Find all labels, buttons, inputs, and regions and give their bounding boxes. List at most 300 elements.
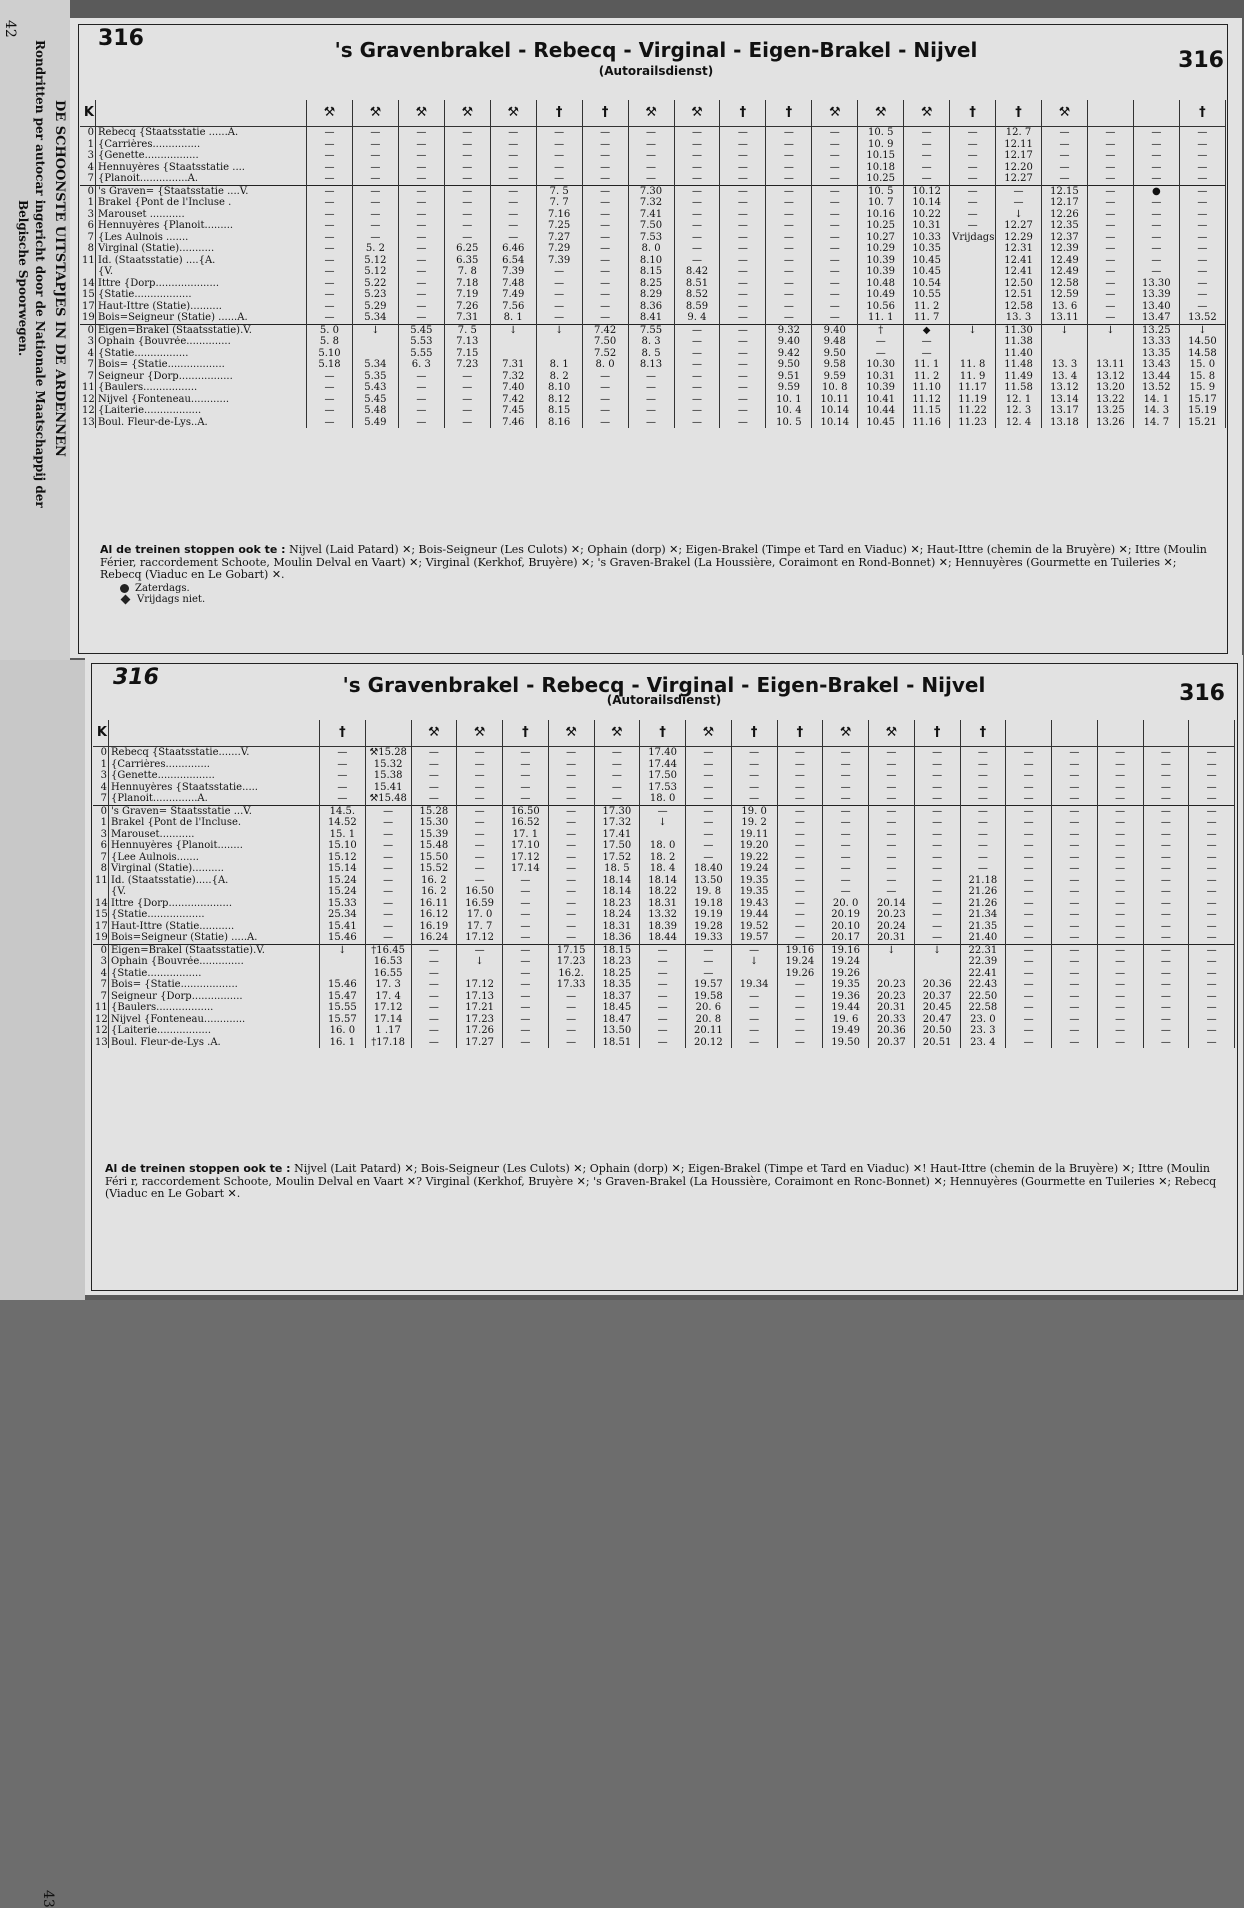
time-cell: — [686,805,732,817]
km-cell: 7 [93,991,109,1003]
km-cell: 0 [93,944,109,956]
time-cell: 13.17 [1042,405,1088,417]
km-cell: 3 [80,150,96,162]
time-cell: 7.46 [490,417,536,429]
time-cell: 10.31 [858,371,904,383]
time-cell: — [1052,991,1098,1003]
time-cell: 5.34 [352,312,398,324]
time-cell: 20.36 [914,979,960,991]
time-cell: — [398,417,444,429]
time-cell: — [674,197,720,209]
station-cell: 's Graven= {Staatsstatie ....V. [96,185,307,197]
time-cell: — [1143,886,1189,898]
time-cell: — [457,782,503,794]
time-cell: 8.42 [674,266,720,278]
time-cell: — [628,127,674,139]
time-cell: 10.54 [904,278,950,290]
time-cell: 17.52 [594,852,640,864]
table-row [93,932,1235,944]
time-cell: 10.14 [904,197,950,209]
station-cell: Seigneur {Dorp................ [109,991,320,1003]
time-cell: — [1006,944,1052,956]
time-cell: — [914,886,960,898]
notes-lead: Al de treinen stoppen ook te : [100,543,286,556]
time-cell: 5.12 [352,266,398,278]
time-cell: — [503,782,549,794]
time-cell: 9.50 [766,359,812,371]
service-type-icon: ⚒ [869,720,915,747]
time-cell: — [457,944,503,956]
time-cell: ◆ [904,324,950,336]
time-cell: 22.50 [960,991,1006,1003]
time-cell: — [812,139,858,151]
time-cell: — [869,817,915,829]
time-cell: — [307,255,353,267]
time-cell: — [1179,162,1225,174]
km-cell: 3 [93,829,109,841]
time-cell: — [548,875,594,887]
time-cell: — [548,921,594,933]
time-cell: 7. 5 [444,324,490,336]
time-cell: — [720,197,766,209]
time-cell: 16.53 [365,956,411,968]
time-cell: — [1052,956,1098,968]
time-cell: — [411,747,457,759]
time-cell: — [365,817,411,829]
time-cell: — [548,829,594,841]
station-header [109,720,320,747]
time-cell [457,968,503,980]
time-cell: — [1052,1025,1098,1037]
time-cell: — [869,793,915,805]
time-cell: 19.52 [731,921,777,933]
time-cell: — [444,209,490,221]
time-cell: — [503,968,549,980]
time-cell: — [307,266,353,278]
time-cell: — [823,840,869,852]
time-cell: 17. 0 [457,909,503,921]
time-cell: — [720,150,766,162]
time-cell: 21.18 [960,875,1006,887]
time-cell: 7.42 [582,324,628,336]
table-row [93,852,1235,864]
station-cell: Hennuyères {Planoit........ [109,840,320,852]
time-cell: ↓ [914,944,960,956]
time-cell: — [777,805,823,817]
time-cell: — [812,197,858,209]
time-cell: — [720,301,766,313]
time-cell: 7.13 [444,336,490,348]
time-cell: — [869,805,915,817]
time-cell: 16.55 [365,968,411,980]
time-cell: — [444,417,490,429]
time-cell: — [766,173,812,185]
service-type-icon: † [731,720,777,747]
time-cell: 19.11 [731,829,777,841]
table-row [93,979,1235,991]
time-cell: — [548,747,594,759]
time-cell: — [1143,921,1189,933]
time-cell: 19.50 [823,1037,869,1049]
time-cell: — [1189,932,1235,944]
time-cell: 7.45 [490,405,536,417]
time-cell: — [823,805,869,817]
service-type-icon: ⚒ [398,100,444,127]
time-cell: — [352,209,398,221]
time-cell: — [628,382,674,394]
time-cell: 15.19 [1179,405,1225,417]
time-cell: 20.37 [869,1037,915,1049]
table-row [80,394,1226,406]
km-cell: 6 [93,840,109,852]
time-cell: 19.35 [731,886,777,898]
time-cell: 19.57 [686,979,732,991]
time-cell: 7.49 [490,289,536,301]
time-cell: — [823,863,869,875]
time-cell: — [582,173,628,185]
time-cell: 13.26 [1087,417,1133,429]
time-cell: — [398,139,444,151]
service-type-icon: † [503,720,549,747]
time-cell: 15.55 [320,1002,366,1014]
time-cell: 10.45 [858,417,904,429]
time-cell: 12. 7 [996,127,1042,139]
time-cell [1042,336,1088,348]
time-cell: — [766,312,812,324]
time-cell: 12.11 [996,139,1042,151]
time-cell: — [720,371,766,383]
time-cell: 16.59 [457,898,503,910]
time-cell: 14.58 [1179,348,1225,360]
time-cell: — [1052,852,1098,864]
time-cell: †16.45 [365,944,411,956]
service-type-icon: † [950,100,996,127]
time-cell: — [1006,1002,1052,1014]
time-cell: — [686,782,732,794]
service-type-icon: † [766,100,812,127]
service-type-icon: ⚒ [628,100,674,127]
time-cell: 12. 4 [996,417,1042,429]
time-cell: — [548,1002,594,1014]
time-cell: 7.26 [444,301,490,313]
time-cell: 19.20 [731,840,777,852]
time-cell: 11. 9 [950,371,996,383]
time-cell: 16.50 [503,805,549,817]
time-cell: 20.31 [869,932,915,944]
time-cell: 8. 0 [628,243,674,255]
table-row [80,220,1226,232]
time-cell: 18.37 [594,991,640,1003]
time-cell: 9.32 [766,324,812,336]
time-cell: — [1189,968,1235,980]
time-cell: 10.45 [904,255,950,267]
service-type-icon: ⚒ [457,720,503,747]
time-cell: — [1087,289,1133,301]
time-cell: — [503,909,549,921]
time-cell: 15.48 [411,840,457,852]
time-cell: ↓ [950,324,996,336]
time-cell: 13.18 [1042,417,1088,429]
time-cell: — [457,840,503,852]
left-page-number: 42 [2,20,18,38]
time-cell: — [352,162,398,174]
station-cell: Marouset ........... [96,209,307,221]
time-cell: — [1143,747,1189,759]
time-cell: — [766,150,812,162]
time-cell: 13.32 [640,909,686,921]
time-cell: — [548,770,594,782]
time-cell: 10.49 [858,289,904,301]
station-cell: Bois=Seigneur (Statie) .....A. [109,932,320,944]
time-cell: 7.29 [536,243,582,255]
time-cell: — [1087,162,1133,174]
table-row [80,417,1226,429]
time-cell: — [1189,863,1235,875]
time-cell: 13.44 [1133,371,1179,383]
time-cell: — [536,127,582,139]
time-cell: — [720,405,766,417]
station-cell: {Baulers.................. [109,1002,320,1014]
time-cell: 7. 7 [536,197,582,209]
time-cell: — [1133,139,1179,151]
time-cell: 10.39 [858,382,904,394]
time-cell: — [960,793,1006,805]
time-cell: — [1052,829,1098,841]
time-cell: — [411,1002,457,1014]
time-cell: — [398,394,444,406]
time-cell: — [777,991,823,1003]
time-cell [950,312,996,324]
time-cell: — [503,1025,549,1037]
table-row [93,782,1235,794]
time-cell: 13.12 [1042,382,1088,394]
km-cell: 0 [80,127,96,139]
time-cell: — [594,759,640,771]
time-cell: 19.24 [777,956,823,968]
time-cell: — [823,793,869,805]
table-row [93,898,1235,910]
time-cell: 9.51 [766,371,812,383]
time-cell: — [411,1025,457,1037]
time-cell: 12.49 [1042,255,1088,267]
time-cell: — [307,382,353,394]
time-cell: — [307,312,353,324]
time-cell [320,956,366,968]
time-cell: — [674,150,720,162]
time-cell: — [731,944,777,956]
time-cell: — [1189,1002,1235,1014]
time-cell: 7.55 [628,324,674,336]
time-cell: — [960,840,1006,852]
time-cell: — [674,127,720,139]
time-cell: — [914,770,960,782]
table-row [80,371,1226,383]
time-cell: ↓ [1087,324,1133,336]
time-cell: 19.18 [686,898,732,910]
time-cell: 13.11 [1042,312,1088,324]
time-cell: — [720,289,766,301]
margin-ad-line-2: Rondritten per autocar ingericht door de Nationale Maatschappij der [33,40,47,508]
time-cell: — [1087,312,1133,324]
time-cell: 18.45 [594,1002,640,1014]
station-cell: {V. [109,886,320,898]
time-cell: — [1143,829,1189,841]
time-cell: — [365,909,411,921]
km-cell: 0 [93,747,109,759]
time-cell: — [777,932,823,944]
time-cell: — [582,301,628,313]
time-cell: — [1097,1025,1143,1037]
time-cell: — [812,220,858,232]
time-cell: — [1097,1014,1143,1026]
time-cell: — [869,782,915,794]
time-cell: 7.42 [490,394,536,406]
time-cell: — [490,232,536,244]
time-cell: — [352,220,398,232]
time-cell: — [1052,759,1098,771]
time-cell: — [1087,220,1133,232]
service-type-icon: ⚒ [411,720,457,747]
time-cell: — [812,127,858,139]
time-cell: — [777,1002,823,1014]
time-cell: — [869,852,915,864]
time-cell: — [904,348,950,360]
time-cell: — [548,863,594,875]
time-cell: — [1052,793,1098,805]
time-cell: 11.30 [996,324,1042,336]
time-cell: — [1087,150,1133,162]
time-cell: — [536,173,582,185]
time-cell: — [1143,817,1189,829]
time-cell: 12.50 [996,278,1042,290]
time-cell: 22.31 [960,944,1006,956]
station-cell: Bois=Seigneur (Statie) ......A. [96,312,307,324]
time-cell: 10.33 [904,232,950,244]
time-cell: — [720,185,766,197]
time-cell: — [457,770,503,782]
time-cell: 18.36 [594,932,640,944]
time-cell: — [1189,747,1235,759]
time-cell: — [950,162,996,174]
time-cell: — [720,162,766,174]
time-cell: 7.50 [582,336,628,348]
time-cell: — [1097,817,1143,829]
time-cell: 12. 3 [996,405,1042,417]
time-cell: 11. 1 [904,359,950,371]
time-cell: 13.25 [1133,324,1179,336]
time-cell: 20.19 [823,909,869,921]
time-cell: ⚒15.28 [365,747,411,759]
time-cell: — [1097,909,1143,921]
time-cell: — [766,139,812,151]
time-cell: — [766,197,812,209]
time-cell: 12.27 [996,173,1042,185]
km-header: K [80,100,96,127]
time-cell: — [1052,782,1098,794]
time-cell: 8.52 [674,289,720,301]
time-cell: — [444,162,490,174]
time-cell: 15.50 [411,852,457,864]
time-cell: 18.14 [594,886,640,898]
time-cell: — [628,162,674,174]
service-type-icon: ⚒ [904,100,950,127]
time-cell: — [686,852,732,864]
time-cell: 13.22 [1087,394,1133,406]
station-cell: {Baulers................. [96,382,307,394]
time-cell: — [914,840,960,852]
time-cell: — [307,289,353,301]
km-cell: 3 [80,209,96,221]
km-cell: 3 [80,336,96,348]
time-cell: — [457,759,503,771]
time-cell: — [812,185,858,197]
time-cell: — [1052,921,1098,933]
time-cell: 13.14 [1042,394,1088,406]
time-cell: 17.12 [457,932,503,944]
time-cell: 5.35 [352,371,398,383]
time-cell: — [582,139,628,151]
time-cell: — [960,782,1006,794]
time-cell: 10.30 [858,359,904,371]
time-cell: — [766,243,812,255]
time-cell: — [365,863,411,875]
time-cell [320,968,366,980]
time-cell: 7.32 [490,371,536,383]
time-cell: 12.17 [996,150,1042,162]
time-cell: 8.10 [536,382,582,394]
time-cell: — [444,232,490,244]
time-cell [950,243,996,255]
service-type-icon: † [536,100,582,127]
time-cell: 20.37 [914,991,960,1003]
dot-icon [120,584,129,593]
time-cell: 16.12 [411,909,457,921]
time-cell: — [1097,991,1143,1003]
time-cell: 8.15 [628,266,674,278]
time-cell: — [444,185,490,197]
time-cell: 17.23 [548,956,594,968]
table-row [93,770,1235,782]
time-cell: — [1189,886,1235,898]
route-number-left: 316 [113,665,159,690]
table-row [80,348,1226,360]
time-cell: — [1087,185,1133,197]
time-cell: 19. 8 [686,886,732,898]
time-cell: — [950,197,996,209]
time-cell: — [1006,1037,1052,1049]
time-cell: — [996,197,1042,209]
time-cell: — [365,852,411,864]
time-cell: — [1097,944,1143,956]
time-cell: — [457,793,503,805]
time-cell: 16.19 [411,921,457,933]
station-cell: Hennuyères {Planoit......... [96,220,307,232]
time-cell: — [352,197,398,209]
time-cell: 10. 4 [766,405,812,417]
time-cell: — [812,173,858,185]
time-cell: 21.40 [960,932,1006,944]
station-cell: Id. (Staatsstatie).....{A. [109,875,320,887]
time-cell: ↓ [352,324,398,336]
service-type-icon: † [914,720,960,747]
table-row [80,173,1226,185]
time-cell: ↓ [320,944,366,956]
route-number-left: 316 [98,26,144,51]
time-cell: — [1087,139,1133,151]
notes-lead: Al de treinen stoppen ook te : [105,1162,291,1175]
time-cell: — [307,405,353,417]
time-cell: — [674,324,720,336]
